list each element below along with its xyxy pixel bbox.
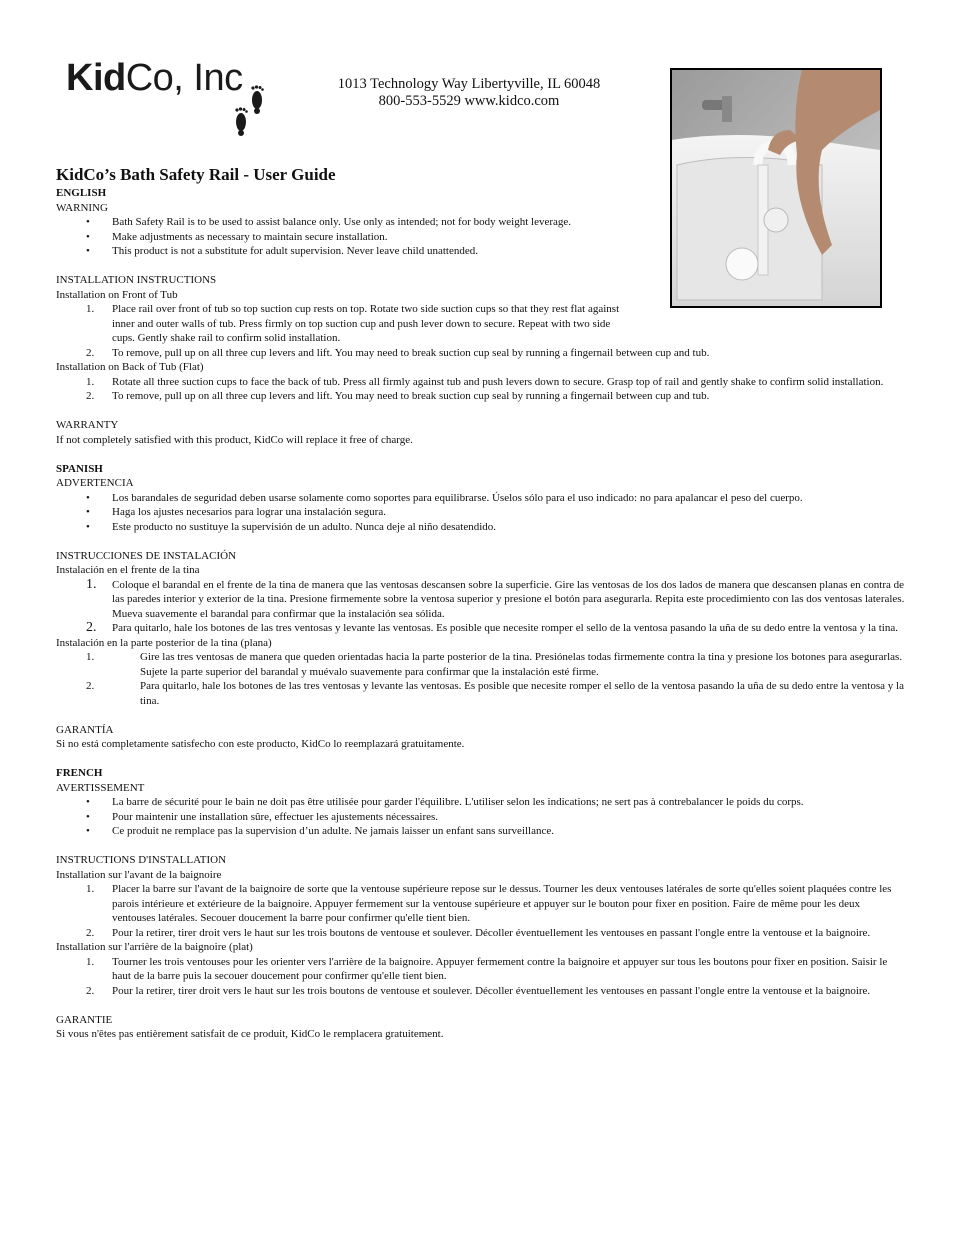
spanish-back-steps — [56, 650, 906, 708]
french-warranty-text: Si vous n'êtes pas entièrement satisfait de ce produit, KidCo le remplacera gratuitement. — [56, 1028, 444, 1040]
french-install-heading: INSTRUCTIONS D'INSTALLATION — [56, 854, 227, 866]
list-item: • Haga los ajustes necesarios para lograr una instalación segura. — [86, 506, 386, 518]
spanish-front-heading: Instalación en el frente de la tina — [56, 564, 200, 576]
list-item: 2. To remove, pull up on all three cup levers and lift. You may need to break suction cup seal by running a fingernail between cup and tub. — [86, 390, 710, 402]
list-item: 2. Pour la retirer, tirer droit vers le haut sur les trois boutons de ventouse et soulever. Décoller éventuellement les ventouses en passant l'ongle entre la ventouse et la baignoire. — [86, 984, 871, 997]
logo-text-bold: Kid — [66, 57, 126, 99]
spanish-warning-list — [56, 491, 906, 535]
list-item: 2. Para quitarlo, hale los botones de las tres ventosas y levante las ventosas. Es posible que necesite romper el sello de la ventosa pasando la uña de su dedo entre la ventosa y la tina. — [86, 620, 898, 635]
list-item: 1. Rotate all three suction cups to face the back of tub. Press all firmly against tub and push levers down to secure. Grasp top of rail and gently shake to confirm solid installation. — [86, 375, 884, 388]
list-item: • Ce produit ne remplace pas la supervision d’un adulte. Ne jamais laisser un enfant sans surveillance. — [86, 825, 555, 837]
french-warning-heading: AVERTISSEMENT — [56, 781, 145, 794]
french-front-steps — [56, 882, 906, 940]
english-front-heading: Installation on Front of Tub — [56, 288, 178, 301]
list-item: • Make adjustments as necessary to maintain secure installation. — [86, 230, 388, 243]
contact-line: 800-553-5529 www.kidco.com — [378, 93, 560, 109]
english-warranty-heading: WARRANTY — [56, 419, 119, 431]
list-item: 2. Para quitarlo, hale los botones de las tres ventosas y levante las ventosas. Es posible que necesite romper el sello de la ventosa pasando la uña de su dedo entre la ventosa y la tina. — [86, 680, 904, 707]
list-item: • Este producto no sustituye la supervisión de un adulto. Nunca deje al niño desatendido. — [86, 520, 497, 533]
list-item: • Bath Safety Rail is to be used to assist balance only. Use only as intended; not for body weight leverage. — [86, 216, 572, 228]
list-item: 2. Pour la retirer, tirer droit vers le haut sur les trois boutons de ventouse et soulever. Décoller éventuellement les ventouses en passant l'ongle entre la ventouse et la baignoire. — [86, 926, 871, 939]
french-front-heading: Installation sur l'avant de la baignoire — [56, 868, 222, 881]
spanish-install-heading: INSTRUCCIONES DE INSTALACIÓN — [56, 549, 237, 562]
company-address — [296, 76, 642, 110]
logo-wordmark — [66, 58, 243, 98]
list-item: 1. Gire las tres ventosas de manera que queden orientadas hacia la parte posterior de la tina. Presiónelas todas firmemente contra la tina y presione los botones para asegurarlas. Sujete la parte superior del barandal y muévalo suavemente para confirmar que la instalación esté firme. — [86, 651, 903, 678]
french-heading: FRENCH — [56, 767, 103, 779]
list-item: • Pour maintenir une installation sûre, effectuer les ajustements nécessaires. — [86, 810, 439, 823]
logo-text-light: Co, Inc — [125, 57, 243, 99]
list-item: 1. Placer la barre sur l'avant de la baignoire de sorte que la ventouse supérieure repose sur le dessus. Tourner les deux ventouses latérales de sorte qu'elles soient plaquées contre les parois intérieure et extérieure de la baignoire. Appuyer fermement sur la ventouse supérieure et appuyer sur le bouton pour fixer en position. Faire de même pour les deux ventouses latérales. Secouer doucement la barre pour confirmer qu'elle tient bien. — [86, 883, 892, 924]
french-back-steps — [56, 955, 906, 999]
spanish-warning-heading: ADVERTENCIA — [56, 477, 134, 489]
list-item: 1. Tourner les trois ventouses pour les orienter vers l'arrière de la baignoire. Appuyer fermement contre la baignoire et appuyer sur tous les boutons pour fixer en position. Saisir le haut de la barre puis la secouer doucement pour confirmer qu'elle tient bien. — [86, 955, 888, 982]
list-item: 1. Place rail over front of tub so top suction cup rests on top. Rotate two side suction cups so that they rest flat against inner and outer walls of tub. Press firmly on top suction cup and push lever down to secure. Repeat with two side cups. Gently shake rail to confirm solid installation. — [86, 303, 620, 344]
english-heading: ENGLISH — [56, 187, 107, 199]
french-back-heading: Installation sur l'arrière de la baignoire (plat) — [56, 941, 253, 953]
list-item: 2. To remove, pull up on all three cup levers and lift. You may need to break suction cup seal by running a fingernail between cup and tub. — [86, 346, 710, 359]
user-guide-content — [56, 164, 906, 1042]
spanish-back-heading: Instalación en la parte posterior de la tina (plana) — [56, 636, 272, 649]
english-back-heading: Installation on Back of Tub (Flat) — [56, 361, 204, 373]
list-item: • This product is not a substitute for adult supervision. Never leave child unattended. — [86, 245, 478, 257]
address-line: 1013 Technology Way Libertyville, IL 60048 — [337, 76, 601, 92]
document-title: KidCo’s Bath Safety Rail - User Guide — [56, 165, 336, 184]
kidco-logo — [66, 58, 266, 142]
english-warranty-text: If not completely satisfied with this product, KidCo will replace it free of charge. — [56, 433, 413, 446]
english-warning-list — [56, 215, 906, 259]
french-warranty-heading: GARANTIE — [56, 1013, 113, 1026]
footprints-icon — [230, 82, 270, 142]
spanish-front-steps — [56, 578, 906, 636]
spanish-warranty-heading: GARANTÍA — [56, 723, 114, 736]
english-back-steps — [56, 375, 906, 404]
english-front-steps — [56, 302, 906, 360]
list-item: 1. Coloque el barandal en el frente de la tina de manera que las ventosas descansen sobre la superficie. Gire las ventosas de los dos lados de manera que descansen planas en contra de las paredes interior y exterior de la tina. Presione firmemente sobre la ventosa superior y presione el botón para asegurarla. Repita este procedimiento con las dos ventosas laterales. Mueva suavemente el barandal para confirmar que la instalación sea sólida. — [86, 576, 905, 620]
list-item: • La barre de sécurité pour le bain ne doit pas être utilisée pour garder l'équilibre. L'utiliser selon les indications; ne sert pas à contrebalancer le poids du corps. — [86, 796, 804, 808]
english-warning-heading: WARNING — [56, 201, 108, 214]
spanish-warranty-text: Si no está completamente satisfecho con este producto, KidCo lo reemplazará gratuitamente. — [56, 738, 465, 750]
french-warning-list — [56, 795, 906, 839]
english-install-heading: INSTALLATION INSTRUCTIONS — [56, 274, 217, 286]
spanish-heading: SPANISH — [56, 462, 103, 475]
list-item: • Los barandales de seguridad deben usarse solamente como soportes para equilibrarse. Úselos sólo para el uso indicado: no para apalancar el peso del cuerpo. — [86, 491, 803, 504]
